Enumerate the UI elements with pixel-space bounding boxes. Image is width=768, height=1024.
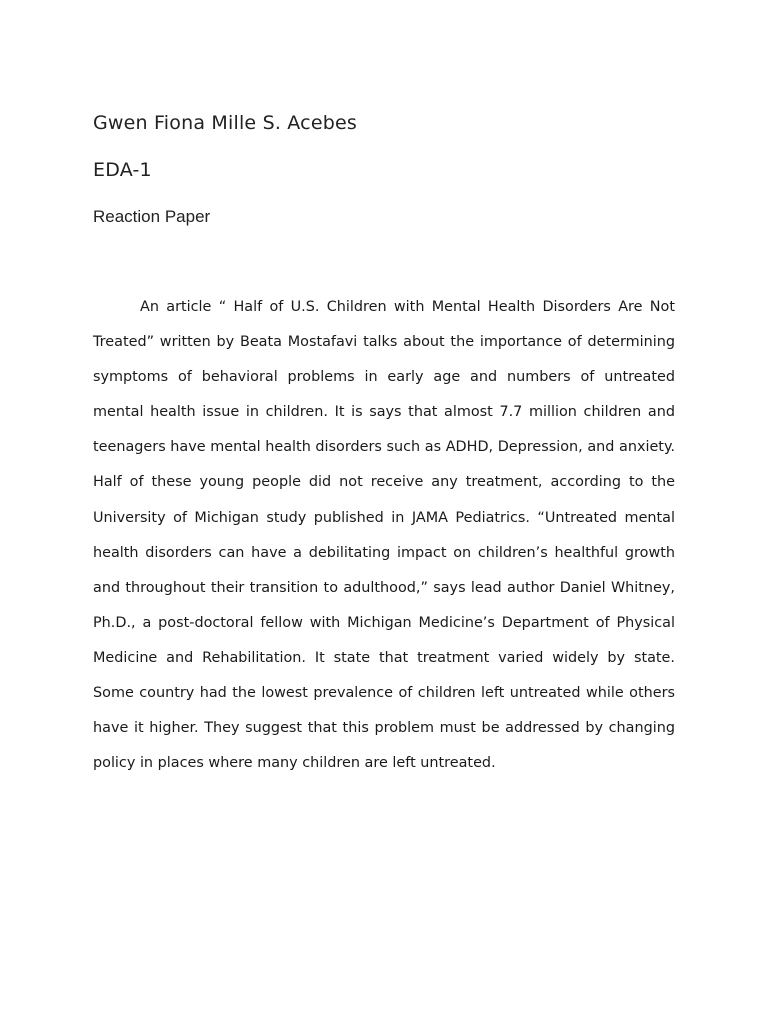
body-text [93,290,675,781]
author-name: Gwen Fiona Mille S. Acebes [93,112,357,134]
section-code: EDA-1 [93,159,152,181]
paper-title: Reaction Paper [93,207,211,226]
paragraph: An article “ Half of U.S. Children with Mental Health Disorders Are Not Treated” written by Beata Mostafavi talks about the importance of determining symptoms of behavioral problems in early age and numbers of untreated mental health issue in children. It is says that almost 7.7 million children and teenagers have mental health disorders such as ADHD, Depression, and anxiety. Half of these young people did not receive any treatment, according to the University of Michigan study published in JAMA Pediatrics. “Untreated mental health disorders can have a debilitating impact on children’s healthful growth and throughout their transition to adulthood,” says lead author Daniel Whitney, Ph.D., a post-doctoral fellow with Michigan Medicine’s Department of Physical Medicine and Rehabilitation. It state that treatment varied widely by state. Some country had the lowest prevalence of children left untreated while others have it higher. They suggest that this problem must be addressed by changing policy in places where many children are left untreated. [93,299,675,772]
